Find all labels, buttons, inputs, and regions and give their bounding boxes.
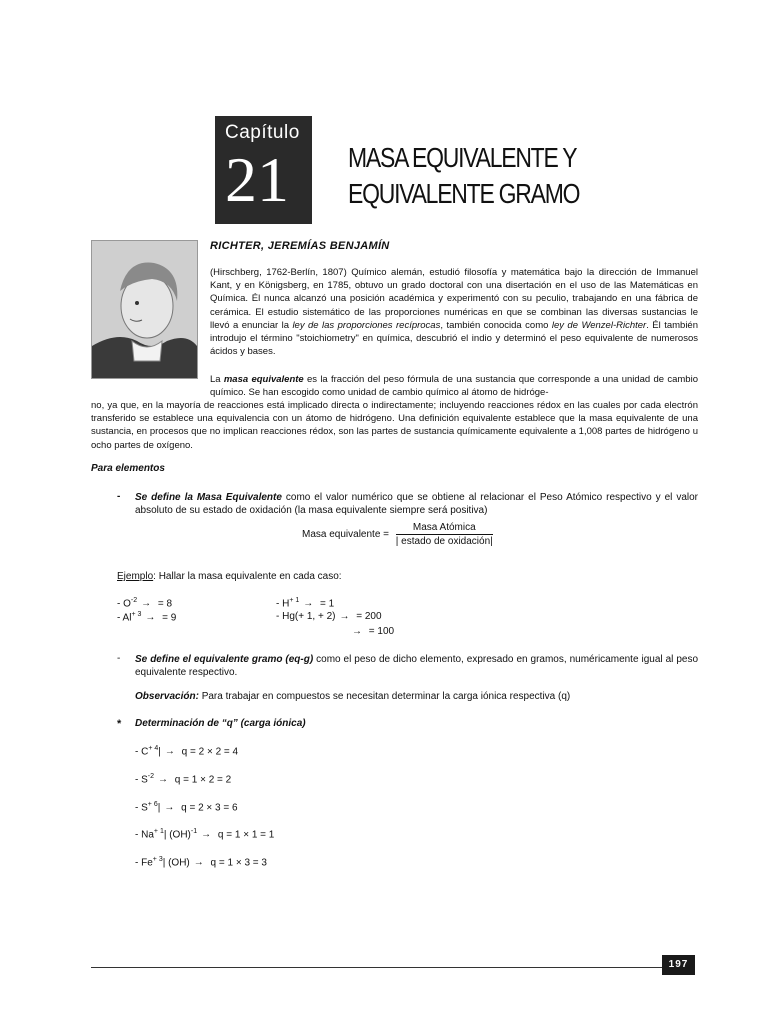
arrow-icon: → bbox=[193, 857, 204, 869]
star-bullet: * bbox=[117, 718, 122, 730]
obs-bold: Observación: bbox=[135, 691, 199, 702]
obs-text: Para trabajar en compuestos se necesitan determinar la carga iónica respectiva (q) bbox=[198, 691, 571, 702]
chapter-number: 21 bbox=[225, 144, 289, 215]
arrow-icon: → bbox=[164, 802, 175, 814]
arrow-icon: → bbox=[201, 829, 212, 841]
arrow-icon: → bbox=[164, 746, 175, 758]
bio-text-post: . Él también introdujo el término "stoichiometry" en química, descubrió el indio y determinó el peso equivalente de numerosos ácidos y bases. bbox=[210, 319, 698, 358]
section-heading: Para elementos bbox=[91, 463, 165, 474]
example-label: Ejemplo bbox=[117, 571, 154, 582]
def2-bold: Se define el equivalente gramo (eq-g) bbox=[135, 654, 314, 665]
title-line-1: MASA EQUIVALENTE Y bbox=[348, 142, 577, 173]
arrow-icon: → bbox=[141, 598, 152, 610]
definition-equivalente-gramo bbox=[135, 653, 698, 679]
bullet-dash-1: - bbox=[117, 491, 121, 502]
intro-rest: no, ya que, en la mayoría de reacciones está implicado directa o indirectamente; incluyendo reacciones rédox en las cuales por cada electrón transferido se establece una equivalencia con un átomo de hidrógeno. Una definición equivalente establece que la masa equivalente de una sustancia, en procesos que no implican reacciones rédox, son las partes de sustancia químicamente equivalente a 1,008 partes de hidrógeno u ocho partes de oxígeno. bbox=[91, 400, 698, 451]
example-left-2: - $Al^{+ 3}$ → = 9 bbox=[117, 611, 177, 624]
richter-portrait bbox=[91, 240, 198, 379]
arrow-icon: → bbox=[303, 598, 314, 610]
formula-fraction bbox=[396, 522, 493, 547]
example-text: : Hallar la masa equivalente en cada caso: bbox=[153, 571, 342, 582]
bio-text-mid: , también conocida como bbox=[440, 319, 552, 331]
arrow-icon: → bbox=[145, 612, 156, 624]
def1-text: como el valor numérico que se obtiene al relacionar el Peso Atómico respectivo y el valor absoluto de su estado de oxidación (la masa equivalente siempre será positiva) bbox=[135, 492, 698, 517]
title-line-2: EQUIVALENTE GRAMO bbox=[348, 178, 580, 209]
formula-numerator: Masa Atómica bbox=[396, 522, 493, 535]
intro-pre: La bbox=[210, 374, 224, 385]
footer-rule bbox=[91, 967, 663, 968]
ion-row-4: - $Na^{+ 1}|$ (OH)$^{-1}$ → q = 1 × 1 = 1 bbox=[135, 828, 275, 841]
def1-bold: Se define la Masa Equivalente bbox=[135, 492, 282, 503]
page-number: 197 bbox=[662, 955, 695, 975]
intro-term: masa equivalente bbox=[223, 374, 304, 385]
ion-row-1: - $C^{+ 4}| \to q = 2 \times 2 = 4$ bbox=[135, 745, 239, 758]
chapter-label: Capítulo bbox=[225, 122, 300, 143]
example-left-1: - $O^{-2}$ → = 8 bbox=[117, 597, 173, 610]
observacion bbox=[135, 691, 698, 702]
formula bbox=[302, 522, 493, 547]
chapter-title bbox=[348, 140, 579, 212]
determinacion-title: Determinación de “q” (carga iónica) bbox=[135, 718, 306, 729]
bio-text: (Hirschberg, 1762-Berlín, 1807) Químico alemán, estudió filosofía y matemática bajo la dirección de Immanuel Kant, y en Königsberg, en 1785, obtuvo un grado doctoral con una disertación en el uso de las Matemáticas en Química. Él nunca alcanzó una posición académica y experimentó con su peculio, trabajando en una fábrica de cerámica. El estudio sistemático de las proporciones numéricas en que se combinan las diversas sustancias le llevó a enunciar la bbox=[210, 267, 698, 331]
example-right-3: → = 100 bbox=[352, 626, 395, 637]
arrow-icon: → bbox=[352, 626, 362, 637]
example-line bbox=[117, 571, 342, 582]
ion-row-3: - $S^{+ 6}| \to q = 2 \times 3 = 6$ bbox=[135, 801, 238, 814]
ion-row-2: - $S^{-2} \to q = 1 \times 2 = 2$ bbox=[135, 773, 232, 786]
intro-paragraph bbox=[91, 399, 698, 452]
arrow-icon: → bbox=[339, 611, 350, 622]
chapter-box bbox=[215, 116, 312, 224]
definition-masa-equivalente bbox=[135, 491, 698, 517]
formula-denominator: | estado de oxidación| bbox=[395, 536, 493, 547]
bio-paragraph bbox=[210, 266, 698, 358]
bullet-dash-2: - bbox=[117, 653, 121, 664]
intro-first-lines bbox=[210, 373, 698, 399]
law-reciprocal: ley de las proporciones recíprocas bbox=[292, 319, 441, 331]
law-wenzel-richter: ley de Wenzel-Richter bbox=[551, 319, 647, 331]
arrow-icon: → bbox=[158, 774, 169, 786]
formula-lhs: Masa equivalente = bbox=[302, 529, 390, 541]
example-right-2: - Hg(+ 1, + 2) → = 200 bbox=[276, 611, 382, 622]
intro-line1: es la fracción del peso fórmula de una sustancia que corresponde a una unidad de cambio químico. Se han escogido como unidad de cambio químico al átomo de hidróge- bbox=[210, 374, 698, 399]
example-right-1: - $H^{+ 1}$ → = 1 bbox=[276, 597, 335, 610]
portrait-drawing bbox=[92, 241, 197, 378]
ion-row-5: - $Fe^{+ 3}|$ (OH) → q = 1 × 3 = 3 bbox=[135, 856, 267, 869]
bio-name: RICHTER, JEREMÍAS BENJAMÍN bbox=[210, 240, 390, 252]
def2-text: como el peso de dicho elemento, expresado en gramos, numéricamente igual al peso equivalente respectivo. bbox=[135, 654, 699, 679]
